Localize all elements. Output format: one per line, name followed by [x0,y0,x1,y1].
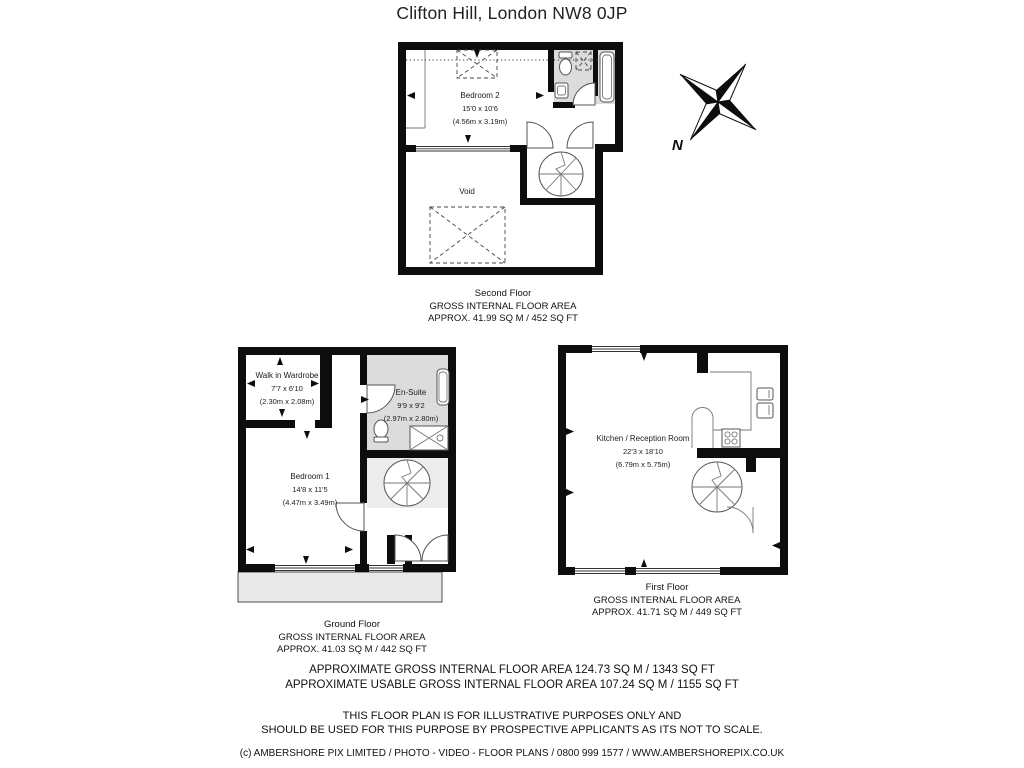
closet-recess [406,50,425,128]
room-name: Walk in Wardrobe [255,371,319,380]
bathtub-icon [437,369,449,405]
hob-icon [722,429,740,447]
spiral-staircase-icon [692,462,742,512]
bedroom-window [275,566,355,571]
terrace [238,572,442,602]
room-label-ensuite [384,386,439,425]
landing-door-left [527,122,553,148]
page-title: Clifton Hill, London NW8 0JP [396,3,628,23]
floor-area-value: APPROX. 41.99 SQ M / 452 SQ FT [428,313,578,324]
terrace-door-window [369,566,403,571]
first-floor-caption [592,582,742,620]
room-dims-metric: (2.30m x 2.08m) [259,397,315,406]
floor-area-label: GROSS INTERNAL FLOOR AREA [278,631,426,643]
front-door [422,535,448,561]
room-dims-metric: (4.56m x 3.19m) [452,117,508,126]
bottom-windows [575,569,720,574]
room-dims-metric: (6.79m x 5.75m) [615,460,671,469]
shower-icon [410,426,448,450]
room-dims-imperial: 9'9 x 9'2 [397,401,425,410]
skylight-icon [457,50,497,78]
ground-floor-caption [277,619,427,657]
floor-name: Ground Floor [324,619,380,630]
second-floor-caption [428,288,578,326]
gross-area-total: APPROXIMATE GROSS INTERNAL FLOOR AREA 124.73 SQ M / 1343 SQ FT [309,664,715,676]
spiral-staircase-icon [384,460,430,506]
room-name: En-Suite [395,388,427,397]
floor-name: First Floor [645,582,689,593]
floor-area-label: GROSS INTERNAL FLOOR AREA [429,300,577,312]
compass-rose-icon [660,48,778,160]
room-dims-imperial: 15'0 x 10'6 [462,104,498,113]
room-name: Bedroom 1 [290,472,330,481]
room-dims-metric: (2.97m x 2.80m) [383,414,439,423]
sink-icon [555,83,568,98]
top-window [592,347,640,352]
floor-area-label: GROSS INTERNAL FLOOR AREA [593,594,741,606]
disclaimer-line-1: THIS FLOOR PLAN IS FOR ILLUSTRATIVE PURPOSES ONLY AND [342,710,682,722]
bathtub-icon [600,52,614,102]
compass-north-label: N [672,137,683,154]
bedroom-door [336,503,364,531]
disclaimer [0,709,1024,737]
room-label-kitchen [597,432,690,471]
floor-name: Second Floor [474,288,532,299]
room-dims-imperial: 14'8 x 11'5 [292,485,328,494]
oven-icon [757,388,773,418]
toilet-icon [559,52,572,75]
stair-door [727,507,753,533]
hall-door [395,535,421,561]
area-summary [0,663,1024,693]
room-label-bedroom-1 [283,470,338,509]
room-label-wardrobe [256,369,319,408]
room-dims-imperial: 7'7 x 6'10 [271,384,303,393]
spiral-staircase-icon [539,152,583,196]
floor-area-value: APPROX. 41.71 SQ M / 449 SQ FT [592,607,742,618]
second-floor-plan [390,38,630,280]
juliet-window [416,147,510,152]
room-name: Bedroom 2 [460,91,500,100]
floor-area-value: APPROX. 41.03 SQ M / 442 SQ FT [277,644,427,655]
room-dims-metric: (4.47m x 3.49m) [282,498,338,507]
room-label-bedroom-2 [453,89,508,128]
room-name: Kitchen / Reception Room [596,434,690,443]
usable-area-total: APPROXIMATE USABLE GROSS INTERNAL FLOOR AREA 107.24 SQ M / 1155 SQ FT [285,679,739,691]
landing-door-right [567,122,593,148]
room-label-void [459,185,475,198]
disclaimer-line-2: SHOULD BE USED FOR THIS PURPOSE BY PROSPECTIVE APPLICANTS AS ITS NOT TO SCALE. [261,724,763,736]
room-dims-imperial: 22'3 x 18'10 [623,447,663,456]
room-name: Void [459,187,475,196]
void-skylight-icon [430,207,505,263]
copyright-line: (c) AMBERSHORE PIX LIMITED / PHOTO - VIDEO - FLOOR PLANS / 0800 999 1577 / WWW.AMBERSHOREPIX.CO.UK [239,748,785,759]
